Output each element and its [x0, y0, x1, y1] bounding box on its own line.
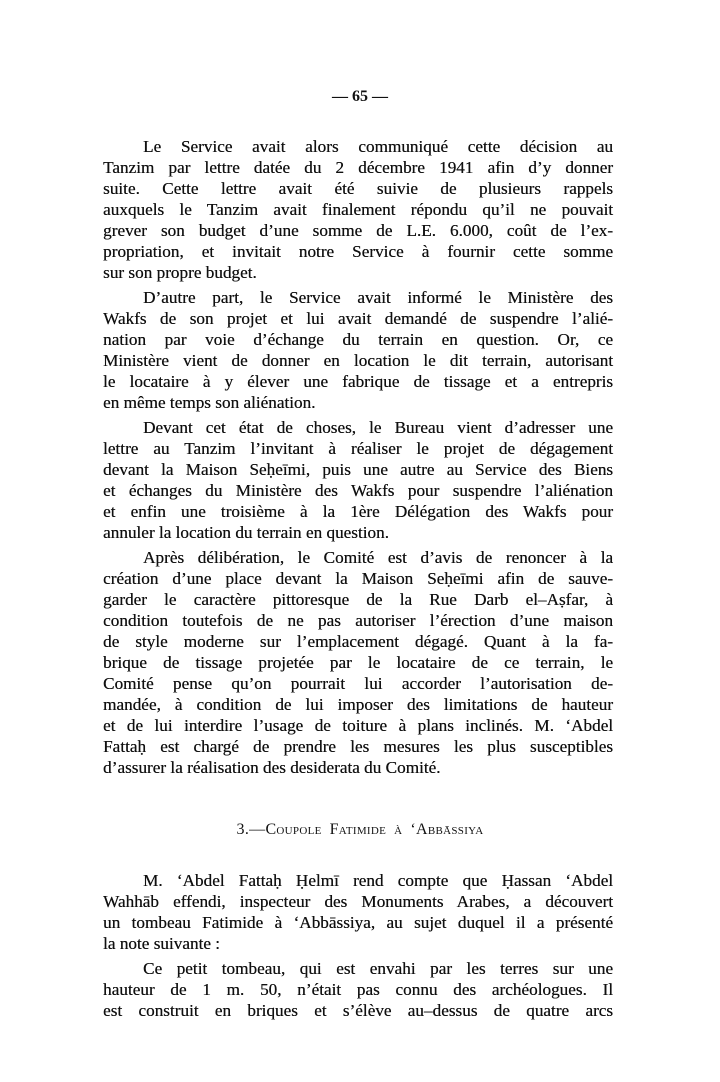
- text-line: Le Service avait alors communiqué cette décision au: [143, 137, 613, 156]
- text-line: annuler la location du terrain en question.: [103, 523, 389, 542]
- text-line: d’assurer la réalisation des desiderata du Comité.: [103, 758, 441, 777]
- text-line: le locataire à y élever une fabrique de tissage et a entrepris: [103, 372, 613, 391]
- text-line: sur son propre budget.: [103, 263, 257, 282]
- text-line: condition toutefois de ne pas autoriser l’érection d’une maison: [103, 611, 613, 630]
- text-line: est construit en briques et s’élève au–dessus de quatre arcs: [103, 1001, 613, 1020]
- heading-word: 3.—Coupole: [236, 821, 322, 838]
- text-line: D’autre part, le Service avait informé le Ministère des: [143, 288, 613, 307]
- text-line: la note suivante :: [103, 934, 220, 953]
- text-line: Fattaḥ est chargé de prendre les mesures les plus susceptibles: [103, 737, 613, 756]
- section-heading: [0, 821, 720, 839]
- text-line: Ce petit tombeau, qui est envahi par les terres sur une: [143, 959, 613, 978]
- text-line: devant la Maison Seḥeīmi, puis une autre au Service des Biens: [103, 460, 613, 479]
- text-line: nation par voie d’échange du terrain en question. Or, ce: [103, 330, 613, 349]
- text-line: Comité pense qu’on pourrait lui accorder l’autorisation de-: [103, 674, 613, 693]
- heading-word: Fatimide: [329, 821, 387, 838]
- text-section-2: [103, 870, 613, 1025]
- text-line: Tanzim par lettre datée du 2 décembre 1941 afin d’y donner: [103, 158, 613, 177]
- paragraph: [103, 417, 613, 543]
- paragraph: [103, 958, 613, 1021]
- text-line: grever son budget d’une somme de L.E. 6.000, coût de l’ex-: [103, 221, 613, 240]
- text-line: en même temps son aliénation.: [103, 393, 316, 412]
- text-line: Wahhāb effendi, inspecteur des Monuments Arabes, a découvert: [103, 892, 613, 911]
- heading-word: ‘Abbāssiya: [410, 821, 484, 838]
- text-line: mandée, à condition de lui imposer des limitations de hauteur: [103, 695, 613, 714]
- text-line: Wakfs de son projet et lui avait demandé de suspendre l’alié-: [103, 309, 613, 328]
- paragraph: [103, 547, 613, 778]
- text-line: et de lui interdire l’usage de toiture à plans inclinés. M. ‘Abdel: [103, 716, 613, 735]
- text-line: auxquels le Tanzim avait finalement répondu qu’il ne pouvait: [103, 200, 613, 219]
- text-line: Devant cet état de choses, le Bureau vient d’adresser une: [143, 418, 613, 437]
- text-line: et échanges du Ministère des Wakfs pour suspendre l’aliénation: [103, 481, 613, 500]
- text-line: Ministère vient de donner en location le dit terrain, autorisant: [103, 351, 613, 370]
- text-line: et enfin une troisième à la 1ère Délégation des Wakfs pour: [103, 502, 613, 521]
- text-line: de style moderne sur l’emplacement dégagé. Quant à la fa-: [103, 632, 613, 651]
- paragraph: [103, 136, 613, 283]
- text-line: un tombeau Fatimide à ‘Abbāssiya, au sujet duquel il a présenté: [103, 913, 613, 932]
- text-line: Après délibération, le Comité est d’avis de renoncer à la: [143, 548, 613, 567]
- paragraph: [103, 287, 613, 413]
- text-section-1: [103, 136, 613, 782]
- heading-word: à: [394, 821, 403, 838]
- text-line: suite. Cette lettre avait été suivie de plusieurs rappels: [103, 179, 613, 198]
- text-line: création d’une place devant la Maison Seḥeīmi afin de sauve-: [103, 569, 613, 588]
- text-line: propriation, et invitait notre Service à fournir cette somme: [103, 242, 613, 261]
- paragraph: [103, 870, 613, 954]
- text-line: M. ‘Abdel Fattaḥ Ḥelmī rend compte que Ḥassan ‘Abdel: [143, 871, 613, 890]
- page-number: — 65 —: [332, 88, 388, 105]
- text-line: hauteur de 1 m. 50, n’était pas connu des archéologues. Il: [103, 980, 613, 999]
- text-line: lettre au Tanzim l’invitant à réaliser le projet de dégagement: [103, 439, 613, 458]
- text-line: brique de tissage projetée par le locataire de ce terrain, le: [103, 653, 613, 672]
- text-line: garder le caractère pittoresque de la Rue Darb el–Aṣfar, à: [103, 590, 613, 609]
